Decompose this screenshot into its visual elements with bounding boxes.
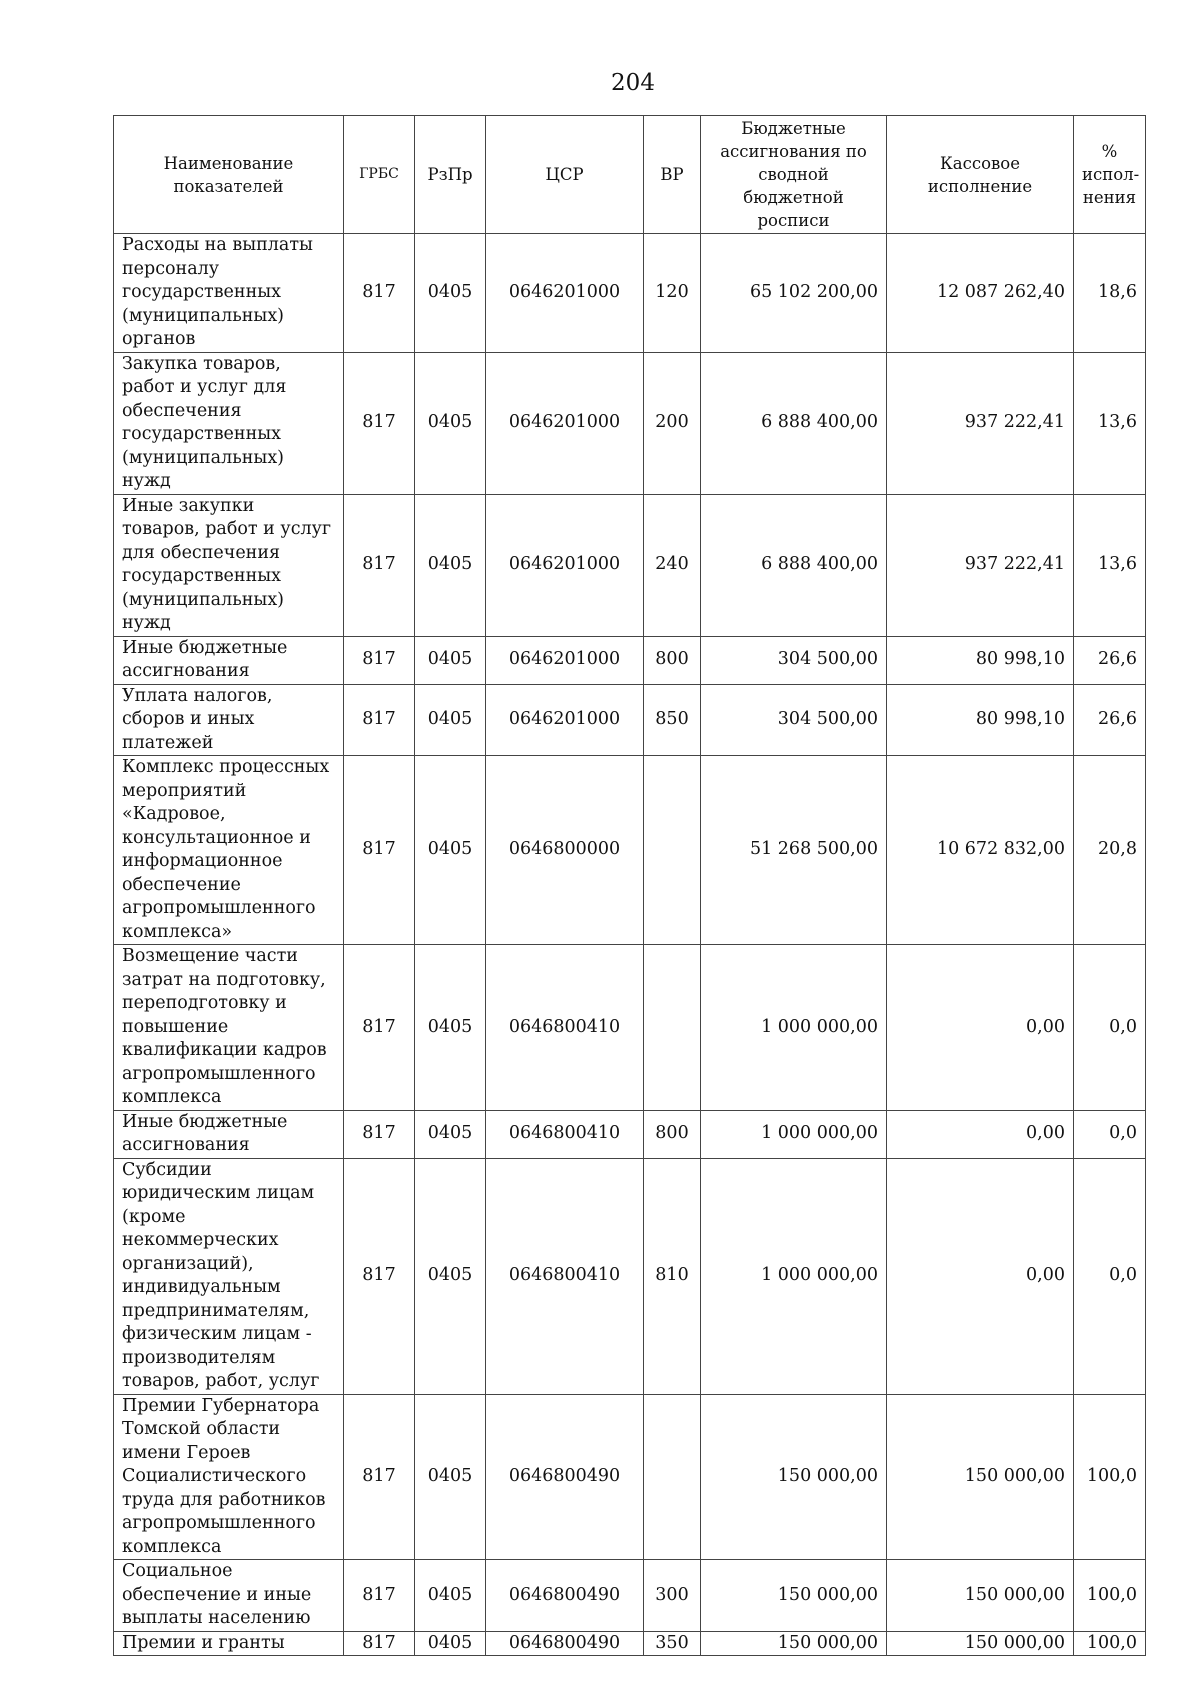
cell-name: Уплата налогов, сборов и иных платежей xyxy=(114,684,344,756)
cell-csr: 0646201000 xyxy=(486,234,644,353)
cell-exec: 80 998,10 xyxy=(887,684,1074,756)
cell-pct: 20,8 xyxy=(1074,756,1146,945)
cell-csr: 0646800490 xyxy=(486,1560,644,1632)
cell-pct: 13,6 xyxy=(1074,352,1146,494)
cell-vr: 800 xyxy=(644,1110,701,1158)
cell-grbs: 817 xyxy=(344,1158,415,1394)
cell-name: Расходы на выплаты персоналу государственных (муниципальных) органов xyxy=(114,234,344,353)
cell-vr: 120 xyxy=(644,234,701,353)
cell-vr: 300 xyxy=(644,1560,701,1632)
header-vr: ВР xyxy=(644,116,701,234)
cell-rzpr: 0405 xyxy=(415,684,486,756)
table-row xyxy=(114,1394,1146,1560)
cell-grbs: 817 xyxy=(344,352,415,494)
cell-rzpr: 0405 xyxy=(415,1631,486,1656)
cell-exec: 150 000,00 xyxy=(887,1631,1074,1656)
cell-assign: 1 000 000,00 xyxy=(701,1158,887,1394)
cell-pct: 0,0 xyxy=(1074,1110,1146,1158)
header-csr: ЦСР xyxy=(486,116,644,234)
header-pct: % испол-нения xyxy=(1074,116,1146,234)
table-row xyxy=(114,636,1146,684)
cell-exec: 150 000,00 xyxy=(887,1394,1074,1560)
cell-vr: 200 xyxy=(644,352,701,494)
cell-assign: 1 000 000,00 xyxy=(701,945,887,1111)
cell-pct: 100,0 xyxy=(1074,1394,1146,1560)
cell-name: Иные закупки товаров, работ и услуг для обеспечения государственных (муниципальных) нужд xyxy=(114,494,344,636)
cell-grbs: 817 xyxy=(344,684,415,756)
table-row xyxy=(114,1560,1146,1632)
header-rzpr: РзПр xyxy=(415,116,486,234)
cell-exec: 80 998,10 xyxy=(887,636,1074,684)
cell-rzpr: 0405 xyxy=(415,494,486,636)
cell-vr: 810 xyxy=(644,1158,701,1394)
table-row xyxy=(114,756,1146,945)
cell-assign: 1 000 000,00 xyxy=(701,1110,887,1158)
cell-csr: 0646201000 xyxy=(486,494,644,636)
page-number: 204 xyxy=(611,70,655,96)
cell-exec: 0,00 xyxy=(887,1110,1074,1158)
cell-assign: 6 888 400,00 xyxy=(701,494,887,636)
cell-csr: 0646800490 xyxy=(486,1631,644,1656)
header-assign: Бюджетные ассигнования по сводной бюджетной росписи xyxy=(701,116,887,234)
header-exec: Кассовое исполнение xyxy=(887,116,1074,234)
cell-pct: 0,0 xyxy=(1074,1158,1146,1394)
cell-grbs: 817 xyxy=(344,234,415,353)
table-row xyxy=(114,234,1146,353)
cell-name: Премии и гранты xyxy=(114,1631,344,1656)
cell-csr: 0646800410 xyxy=(486,1158,644,1394)
cell-vr xyxy=(644,756,701,945)
cell-pct: 13,6 xyxy=(1074,494,1146,636)
cell-csr: 0646800000 xyxy=(486,756,644,945)
cell-grbs: 817 xyxy=(344,1110,415,1158)
cell-pct: 100,0 xyxy=(1074,1560,1146,1632)
cell-rzpr: 0405 xyxy=(415,352,486,494)
cell-exec: 937 222,41 xyxy=(887,494,1074,636)
cell-pct: 0,0 xyxy=(1074,945,1146,1111)
cell-assign: 150 000,00 xyxy=(701,1394,887,1560)
cell-exec: 0,00 xyxy=(887,1158,1074,1394)
cell-exec: 150 000,00 xyxy=(887,1560,1074,1632)
cell-grbs: 817 xyxy=(344,945,415,1111)
cell-exec: 12 087 262,40 xyxy=(887,234,1074,353)
cell-pct: 26,6 xyxy=(1074,636,1146,684)
cell-assign: 51 268 500,00 xyxy=(701,756,887,945)
cell-vr: 240 xyxy=(644,494,701,636)
cell-name: Комплекс процессных мероприятий «Кадровое, консультационное и информационное обеспечение агропромышленного комплекса» xyxy=(114,756,344,945)
cell-assign: 150 000,00 xyxy=(701,1560,887,1632)
cell-exec: 10 672 832,00 xyxy=(887,756,1074,945)
table-row xyxy=(114,494,1146,636)
cell-name: Возмещение части затрат на подготовку, переподготовку и повышение квалификации кадров агропромышленного комплекса xyxy=(114,945,344,1111)
cell-grbs: 817 xyxy=(344,1631,415,1656)
cell-assign: 6 888 400,00 xyxy=(701,352,887,494)
cell-assign: 65 102 200,00 xyxy=(701,234,887,353)
table-body xyxy=(114,234,1146,1656)
cell-csr: 0646800490 xyxy=(486,1394,644,1560)
cell-rzpr: 0405 xyxy=(415,1158,486,1394)
cell-name: Закупка товаров, работ и услуг для обеспечения государственных (муниципальных) нужд xyxy=(114,352,344,494)
cell-assign: 304 500,00 xyxy=(701,636,887,684)
cell-vr xyxy=(644,945,701,1111)
table-header-row xyxy=(114,116,1146,234)
table-row xyxy=(114,945,1146,1111)
cell-assign: 150 000,00 xyxy=(701,1631,887,1656)
cell-pct: 18,6 xyxy=(1074,234,1146,353)
table-row xyxy=(114,1158,1146,1394)
cell-exec: 0,00 xyxy=(887,945,1074,1111)
cell-vr xyxy=(644,1394,701,1560)
table-row xyxy=(114,1631,1146,1656)
cell-vr: 800 xyxy=(644,636,701,684)
cell-name: Премии Губернатора Томской области имени Героев Социалистического труда для работников агропромышленного комплекса xyxy=(114,1394,344,1560)
cell-csr: 0646201000 xyxy=(486,636,644,684)
budget-table xyxy=(113,115,1146,1656)
cell-vr: 850 xyxy=(644,684,701,756)
cell-rzpr: 0405 xyxy=(415,945,486,1111)
header-grbs: ГРБС xyxy=(344,116,415,234)
cell-csr: 0646800410 xyxy=(486,945,644,1111)
cell-pct: 100,0 xyxy=(1074,1631,1146,1656)
cell-rzpr: 0405 xyxy=(415,234,486,353)
header-name: Наименование показателей xyxy=(114,116,344,234)
cell-name: Социальное обеспечение и иные выплаты населению xyxy=(114,1560,344,1632)
cell-name: Субсидии юридическим лицам (кроме некоммерческих организаций), индивидуальным предпринимателям, физическим лицам - производителям товаров, работ, услуг xyxy=(114,1158,344,1394)
table-row xyxy=(114,1110,1146,1158)
cell-grbs: 817 xyxy=(344,636,415,684)
cell-grbs: 817 xyxy=(344,494,415,636)
cell-assign: 304 500,00 xyxy=(701,684,887,756)
cell-name: Иные бюджетные ассигнования xyxy=(114,636,344,684)
cell-csr: 0646800410 xyxy=(486,1110,644,1158)
cell-pct: 26,6 xyxy=(1074,684,1146,756)
cell-grbs: 817 xyxy=(344,756,415,945)
cell-rzpr: 0405 xyxy=(415,636,486,684)
table-row xyxy=(114,352,1146,494)
cell-rzpr: 0405 xyxy=(415,756,486,945)
cell-csr: 0646201000 xyxy=(486,352,644,494)
cell-grbs: 817 xyxy=(344,1560,415,1632)
cell-rzpr: 0405 xyxy=(415,1560,486,1632)
cell-name: Иные бюджетные ассигнования xyxy=(114,1110,344,1158)
cell-exec: 937 222,41 xyxy=(887,352,1074,494)
cell-grbs: 817 xyxy=(344,1394,415,1560)
table-row xyxy=(114,684,1146,756)
cell-rzpr: 0405 xyxy=(415,1110,486,1158)
cell-rzpr: 0405 xyxy=(415,1394,486,1560)
cell-csr: 0646201000 xyxy=(486,684,644,756)
cell-vr: 350 xyxy=(644,1631,701,1656)
